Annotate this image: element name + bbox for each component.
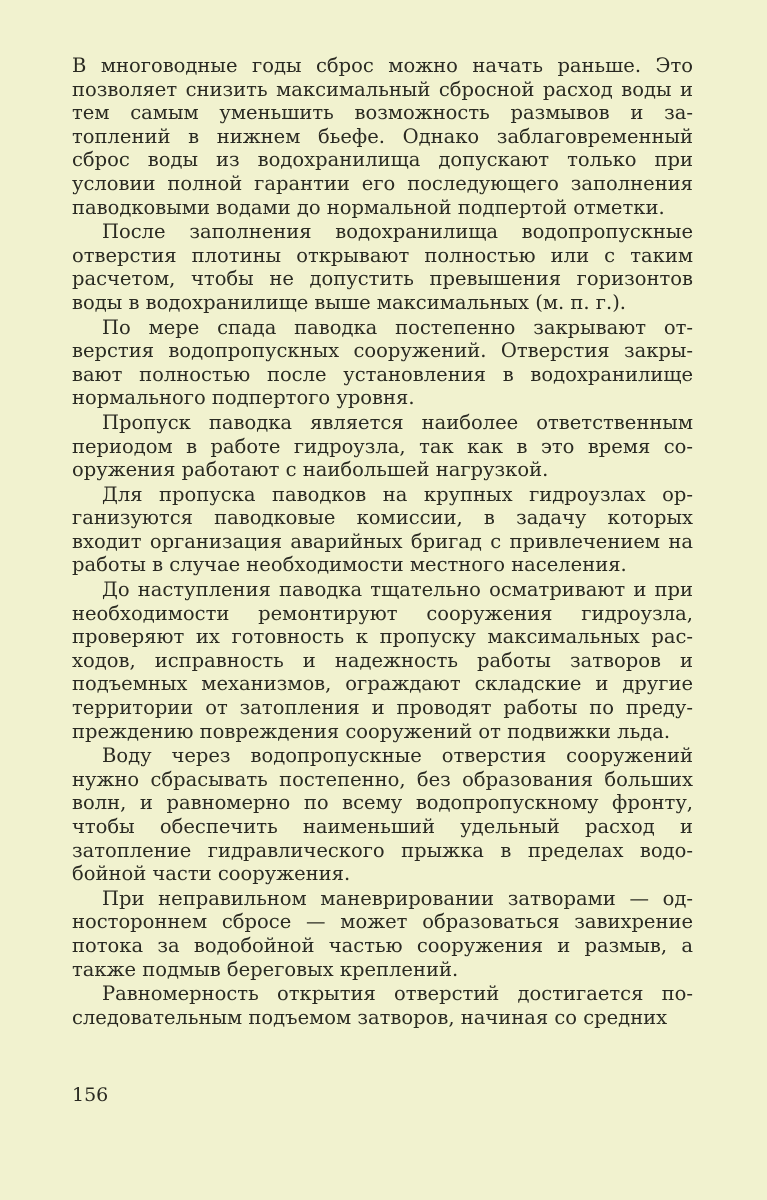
paragraph-6: До наступления паводка тщательно осматривают и при необходимости ремонтируют сооружения гидроузла, проверяют их готовность к пропуску максимальных расходов, исправность и надежность работы затворов и подъемных механизмов, ограждают складские и другие территории от затопления и проводят работы по предупреждению повреждения сооружений от подвижки льда.: [72, 578, 693, 743]
paragraph-4: Пропуск паводка является наиболее ответственным периодом в работе гидроузла, так как в это время сооружения работают с наибольшей нагрузкой.: [72, 410, 693, 482]
paragraph-8: При неправильном маневрировании затворами — одностороннем сбросе — может образоваться завихрение потока за водобойной частью сооружения и размыв, а также подмыв береговых креплений.: [72, 886, 693, 981]
paragraph-7: Воду через водопропускные отверстия сооружений нужно сбрасывать постепенно, без образования больших волн, и равномерно по всему водопропускному фронту, чтобы обеспечить наименьший удельный расход и затопление гидравлического прыжка в пределах водобойной части сооружения.: [72, 744, 693, 886]
paragraph-5: Для пропуска паводков на крупных гидроузлах организуются паводковые комиссии, в задачу которых входит организация аварийных бригад с привлечением на работы в случае необходимости местного населения.: [72, 482, 693, 577]
page-body: [72, 54, 693, 1029]
paragraph-3: По мере спада паводка постепенно закрывают отверстия водопропускных сооружений. Отверстия закрывают полностью после установления в водохранилище нормального подпертого уровня.: [72, 315, 693, 410]
paragraph-2: После заполнения водохранилища водопропускные отверстия плотины открывают полностью или с таким расчетом, чтобы не допустить превышения горизонтов воды в водохранилище выше максимальных (м. п. г.).: [72, 220, 693, 314]
paragraph-9: Равномерность открытия отверстий достигается последовательным подъемом затворов, начиная со средних: [72, 982, 693, 1029]
page-number: 156: [72, 1084, 109, 1106]
paragraph-1: В многоводные годы сброс можно начать раньше. Это позволяет снизить максимальный сбросной расход воды и тем самым уменьшить возможность размывов и затоплений в нижнем бьефе. Однако заблаговременный сброс воды из водохранилища допускают только при условии полной гарантии его последующего заполнения паводковыми водами до нормальной подпертой отметки.: [72, 54, 693, 219]
